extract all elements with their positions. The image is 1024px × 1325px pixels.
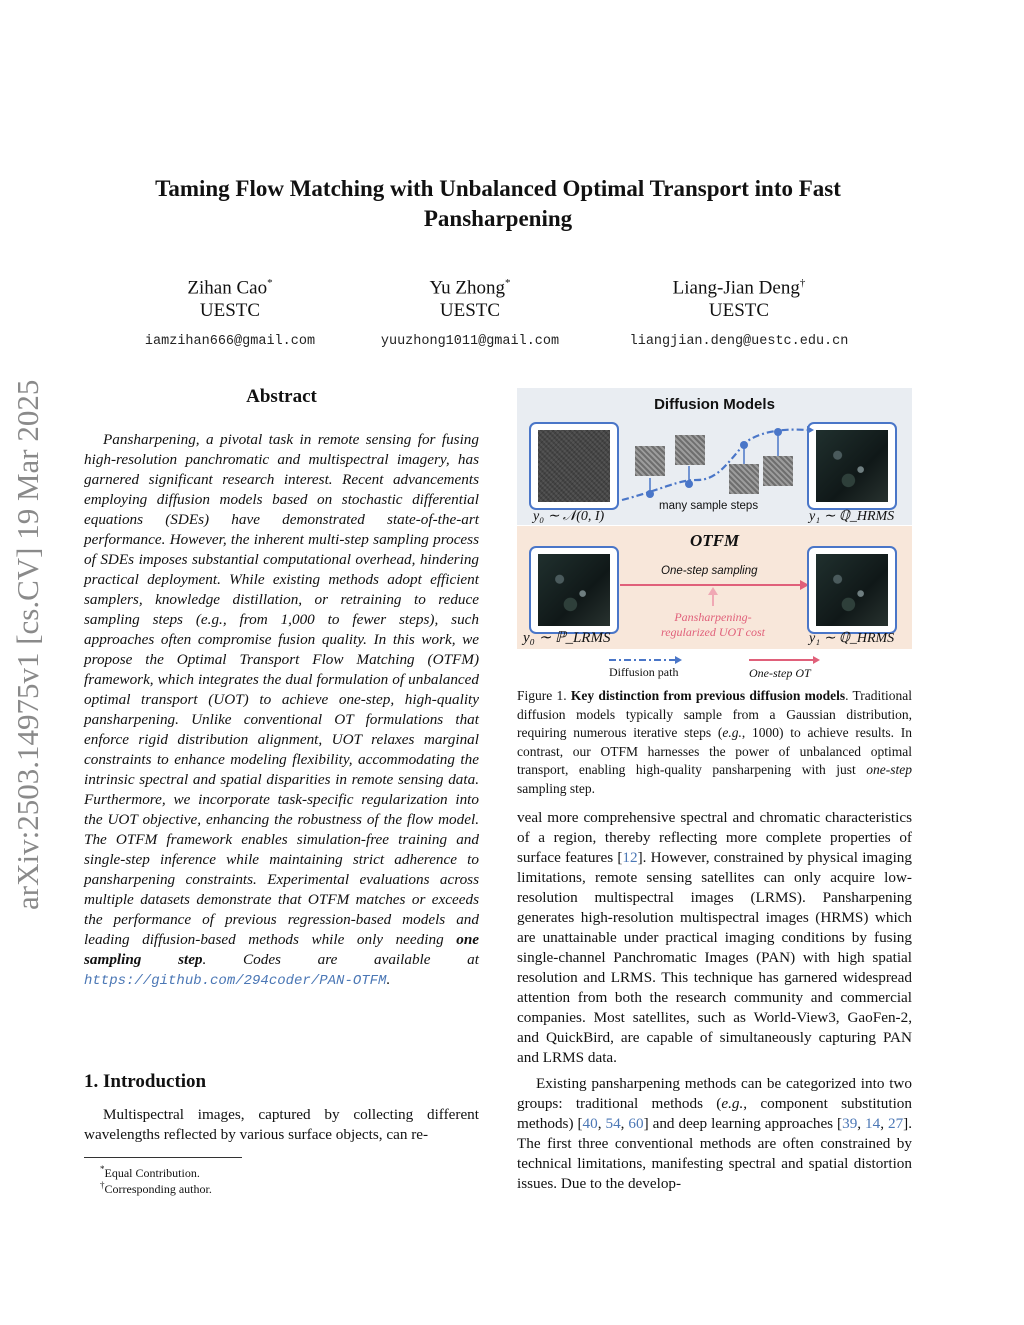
legend-ot-arrowhead — [813, 656, 820, 664]
citation-link[interactable]: 12 — [622, 849, 638, 866]
regularized-cost-line-1: Pansharpening- — [674, 610, 752, 624]
diffusion-models-heading: Diffusion Models — [654, 396, 775, 413]
regularized-cost-label — [657, 610, 769, 640]
citation-link[interactable]: 40 — [582, 1115, 598, 1132]
abstract-text-end: . — [386, 971, 391, 988]
author-mark: † — [799, 277, 806, 289]
citation-link[interactable]: 27 — [887, 1115, 904, 1132]
caption-text: , 1000) to achieve results. In contrast, our OTFM harnesses the power of unbalanced optimal transport, enabling high-quality pansharpening with just — [517, 725, 912, 777]
body-text: , component substitution methods) [ — [517, 1095, 912, 1132]
caption-eg: e.g. — [722, 725, 742, 740]
body-text: Existing pansharpening methods can be categorized into two groups: traditional methods ( — [517, 1075, 912, 1112]
author-block-3 — [610, 272, 868, 353]
caption-text: . Traditional diffusion models typically sample from a Gaussian distribution, requiring numerous iterative steps ( — [517, 688, 913, 740]
author-email: liangjian.deng@uestc.edu.cn — [629, 334, 849, 350]
author-block-1 — [130, 272, 330, 353]
lrms-input-frame — [529, 546, 619, 634]
body-text: ] and deep learning approaches [ — [643, 1115, 843, 1132]
caption-label: Figure 1. — [517, 688, 571, 703]
author-mark: * — [267, 277, 273, 289]
one-step-label: One-step sampling — [661, 565, 758, 577]
legend-diffusion-arrowhead — [675, 656, 682, 664]
regularizer-arrowhead — [708, 587, 718, 595]
hrms-output-frame-otfm — [807, 546, 897, 634]
legend-ot-label: One-step OT — [749, 666, 811, 680]
caption-text: sampling step. — [517, 780, 595, 796]
citation-separator: , — [880, 1115, 888, 1132]
citation-link[interactable]: 39 — [842, 1115, 858, 1132]
abstract-text: Pansharpening, a pivotal task in remote sensing for fusing high-resolution panchromatic and multispectral imagery, has garnered significant research interest. Recent advancements employing diffusion models based on stochastic differential equations (SDEs) have demonstrated state-of-the-art performance. However, the inherent multi-step sampling process of SDEs imposes substantial computational overhead, hindering practical deployment. While existing methods adopt efficient samplers, knowledge distillation, or retraining to reduce sampling steps (e.g., from 1,000 to fewer steps), such approaches often compromise fusion quality. In this work, we propose the Optimal Transport Flow Matching (OTFM) framework, which integrates the dual formulation of unbalanced optimal transport (UOT) to achieve one-step, high-quality pansharpening. Unlike conventional OT formulations that enforce rigid distribution alignment, UOT relaxes marginal constraints to enhance modeling flexibility, accommodating the intrinsic spectral and spatial disparities in remote sensing data. Furthermore, we incorporate task-specific regularization into the UOT objective, enhancing the robustness of the flow model. The OTFM framework enables simulation-free training and single-step inference while maintaining strict adherence to pansharpening constraints. Experimental evaluations across multiple datasets demonstrate that OTFM matches or exceeds the performance of previous regression-based models and leading diffusion-based methods while only needing — [84, 431, 479, 948]
citation-separator: , — [620, 1115, 629, 1132]
lrms-prior-label: y₀ ∼ ℙ_LRMS — [523, 630, 611, 646]
body-text: veal more comprehensive spectral and chromatic characteristics of a region, thereby reflecting more complete properties of surface features [ — [517, 809, 912, 866]
citation-link[interactable]: 60 — [628, 1115, 644, 1132]
title-line-1: Taming Flow Matching with Unbalanced Optimal Transport into Fast — [155, 176, 841, 201]
author-affiliation: UESTC — [439, 300, 501, 322]
code-link[interactable]: https://github.com/294coder/PAN-OTFM — [84, 973, 387, 989]
legend-diffusion-label: Diffusion path — [609, 665, 679, 679]
figure-caption — [517, 687, 912, 798]
footnote-text: Equal Contribution. — [104, 1166, 200, 1180]
otfm-heading: OTFM — [689, 531, 740, 550]
author-email: yuuzhong1011@gmail.com — [380, 334, 560, 350]
arxiv-identifier: arXiv:2503.14975v1 [cs.CV] 19 Mar 2025 — [10, 379, 45, 910]
citation-link[interactable]: 54 — [605, 1115, 621, 1132]
title-line-2: Pansharpening — [423, 206, 573, 231]
footnote-mark: * — [100, 1164, 105, 1174]
right-paragraph-2 — [517, 1074, 912, 1194]
footnote-rule — [84, 1157, 242, 1158]
author-name: Liang-Jian Deng — [672, 277, 800, 299]
diffusion-arrowhead — [807, 426, 814, 434]
paper-title — [120, 174, 876, 234]
caption-onestep: one-step — [866, 762, 912, 777]
author-affiliation: UESTC — [708, 300, 770, 322]
hrms-target-label-top: y₁ ∼ ℚ_HRMS — [809, 509, 895, 524]
author-block-2 — [360, 272, 580, 353]
author-mark: * — [504, 277, 511, 289]
footnote-text: Corresponding author. — [104, 1182, 212, 1196]
intro-paragraph: Multispectral images, captured by collecting different wavelengths reflected by various surface objects, can re- — [84, 1106, 479, 1143]
body-text: ]. The first three conventional methods are often constrained by technical limitations, manifesting spectral and spatial distortion issues. Due to the develop- — [517, 1115, 913, 1192]
abstract-bold: one sampling step — [84, 931, 479, 968]
intro-heading: 1. Introduction — [84, 1071, 207, 1092]
caption-bold: Key distinction from previous diffusion models — [570, 688, 846, 703]
figure-1 — [517, 388, 912, 684]
body-eg: e.g. — [721, 1095, 744, 1112]
abstract-text-mid: . Codes are available at — [202, 951, 479, 968]
citation-separator: , — [597, 1115, 606, 1132]
author-name: Zihan Cao — [187, 277, 268, 299]
many-steps-label: many sample steps — [659, 500, 759, 512]
hrms-image-otfm — [816, 554, 888, 626]
abstract-heading: Abstract — [246, 386, 317, 407]
hrms-target-label-bottom: y₁ ∼ ℚ_HRMS — [809, 631, 895, 646]
gaussian-prior-label: y₀ ∼ 𝒩(0, I) — [533, 509, 605, 524]
abstract-body — [84, 430, 479, 991]
lrms-image — [538, 554, 610, 626]
author-email: iamzihan666@gmail.com — [144, 334, 316, 350]
body-text: ]. However, constrained by physical imaging limitations, remote sensing satellites can only acquire low-resolution multispectral images (LRMS). Pansharpening generates high-resolution multispectral images (HRMS) which are unattainable under practical imaging conditions by fusing single-channel Panchromatic Images (PAN) with high spatial resolution and LRMS. This technique has garnered widespread attention from both the research community and commercial companies. Most satellites, such as World-View3, GaoFen-2, and QuickBird, are capable of simultaneously capturing PAN and LRMS data. — [517, 849, 912, 1066]
citation-separator: , — [857, 1115, 866, 1132]
author-affiliation: UESTC — [199, 300, 261, 322]
regularized-cost-line-2: regularized UOT cost — [660, 625, 765, 639]
footnote-2 — [100, 1177, 212, 1197]
author-name: Yu Zhong — [429, 277, 505, 299]
footnote-mark: † — [100, 1180, 105, 1190]
right-paragraph-1 — [517, 808, 912, 1068]
citation-link[interactable]: 14 — [865, 1115, 881, 1132]
